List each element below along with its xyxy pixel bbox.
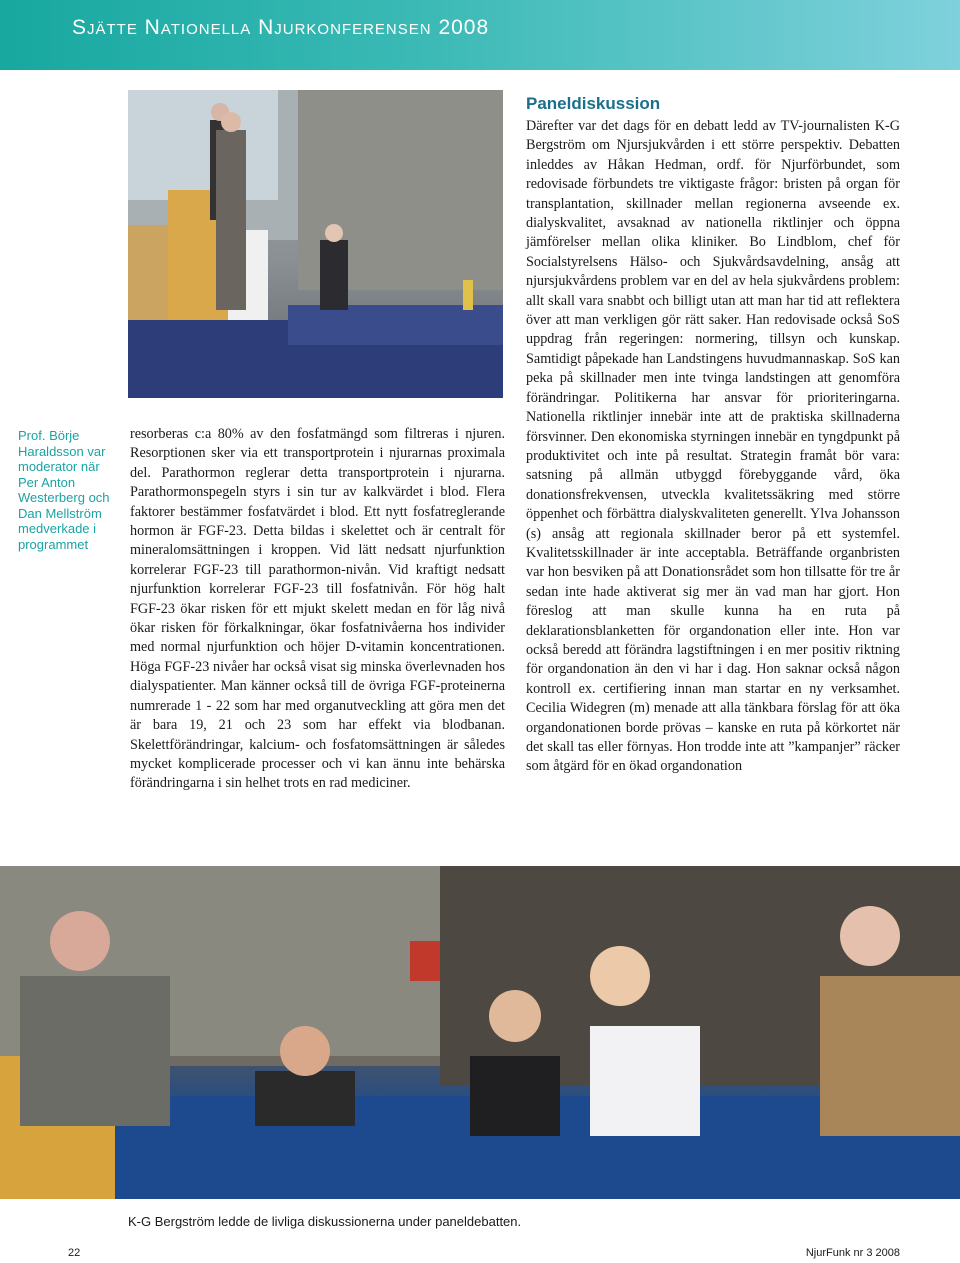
conference-stage-photo [128,90,503,398]
article-left-column [130,425,505,794]
page-number: 22 [68,1247,81,1259]
panel-debate-illustration [0,866,960,1199]
magazine-issue: NjurFunk nr 3 2008 [805,1247,900,1259]
page-header-band [0,0,960,70]
header-title: Sjätte Nationella Njurkonferensen 2008 [72,16,490,39]
article-right-column [526,117,900,777]
panel-debate-photo [0,866,960,1199]
conference-stage-illustration [128,90,503,398]
right-column-text: Därefter var det dags för en debatt ledd av TV-journalisten K-G Bergström om Njursjukvården i ett större perspektiv. Debatten inleddes av Håkan Hedman, ordf. för Njurförbundet, som redovisade förbundets tre viktigaste frågor: bristen på organ för transplantation, skillnader mellan regionerna avseende ex. dialyskvalitet, avsaknad av nationella riktlinjer och öppna jämförelser mellan olika kliniker. Bo Lindblom, chef för Socialstyrelsens Hälso- och Sjukvårdsavdelning, ansåg att njursjukvårdens problem var en del av hela sjukvårdens problem: allt skall vara snabbt och billigt utan att man har tid att reflektera över att man verkligen gör rätt saker. Han redovisade också SoS uppdrag från regeringen: normering, tillsyn och kunskap. Samtidigt påpekade han Landstingens huvudmannaskap. SoS kan peka på skillnader men inte tvinga landstingen att genomföra förändringar. Politikerna har ansvar för prioriteringarna. Nationella riktlinjer innebär inte att de praktiska skillnaderna försvinner. Den ekonomiska styrningen innebär en tyngdpunkt på produktivitet och inte på resultat. Strategin framåt bör vara: satsning på allmän utbyggd förebyggande vård, öka donationsfrekvensen, utveckla kvalitetssäkring med större öppenhet och förbättra dialyskvaliteten generellt. Ylva Johansson (s) ansåg att regionala skillnader beror på ett systemfel. Kvalitetsskillnader är inte acceptabla. Beträffande organbristen var hon besviken på att Donationsrådet som hon tillsatte för tre år sedan inte hade aktiverat sig mer än vad man har gjort. Hon föreslog att man skulle kunna ha en ruta på deklarationsblanketten för organdonation eller inte. Hon var också beredd att förändra lagstiftningen i en mer positiv riktning för organdonation än den vi har i dag. Hon saknar också någon kontroll ex. certifiering innan man startar en ny verksamhet. Cecilia Widegren (m) menade att alla tänkbara förslag för att öka organdonationen borde prövas – kanske en ruta på körkortet när det skall tas eller förnyas. Hon trodde inte att ”kampanjer” räcker som åtgärd för en ökad organdonation [526,118,900,775]
left-column-text: resorberas c:a 80% av den fosfatmängd som filtreras i njuren. Resorptionen sker via ett transportprotein i njurarnas proximala del. Parathormon reglerar detta transportprotein i njurarna. Parathormonspegeln styrs i sin tur av kalkvärdet i blod. Flera faktorer bestämmer fosfatvärdet i blod. Ett nytt fosfatreglerande hormon är FGF-23. Detta bildas i skelettet och är centralt för mineralomsättningen i kroppen. Vid lätt nedsatt njurfunktion korrelerar FGF-23 till parathormon-nivån. Vid kraftigt nedsatt njurfunktion korrelerar FGF-23 till fosfatnivån. För hög halt FGF-23 ökar risken för ett mjukt skelett medan en för låg nivå ökar risken för förkalkningar, ökar fosfatnivåerna hos individer med normal njurfunktion och höjer D-vitamin koncentrationen. Höga FGF-23 nivåer har också visat sig minska överlevnaden hos dialyspatienter. Man känner också till de övriga FGF-proteinerna numrerade 1 - 22 som har med organutveckling att göra men det är bara 19, 21 och 23 som har effekt via blodbanan. Skelettförändringar, kalcium- och fosfatomsättningen är således mycket komplicerade processer och vi kan ännu inte behärska förändringarna i sin helhet trots en rad mediciner. [130,426,505,792]
bottom-photo-caption: K-G Bergström ledde de livliga diskussionerna under paneldebatten. [128,1214,522,1229]
top-photo-caption: Prof. Börje Haraldsson var moderator när Per Anton Westerberg och Dan Mellström medverkade i programmet [18,428,110,552]
section-heading-paneldiskussion: Paneldiskussion [526,94,661,113]
